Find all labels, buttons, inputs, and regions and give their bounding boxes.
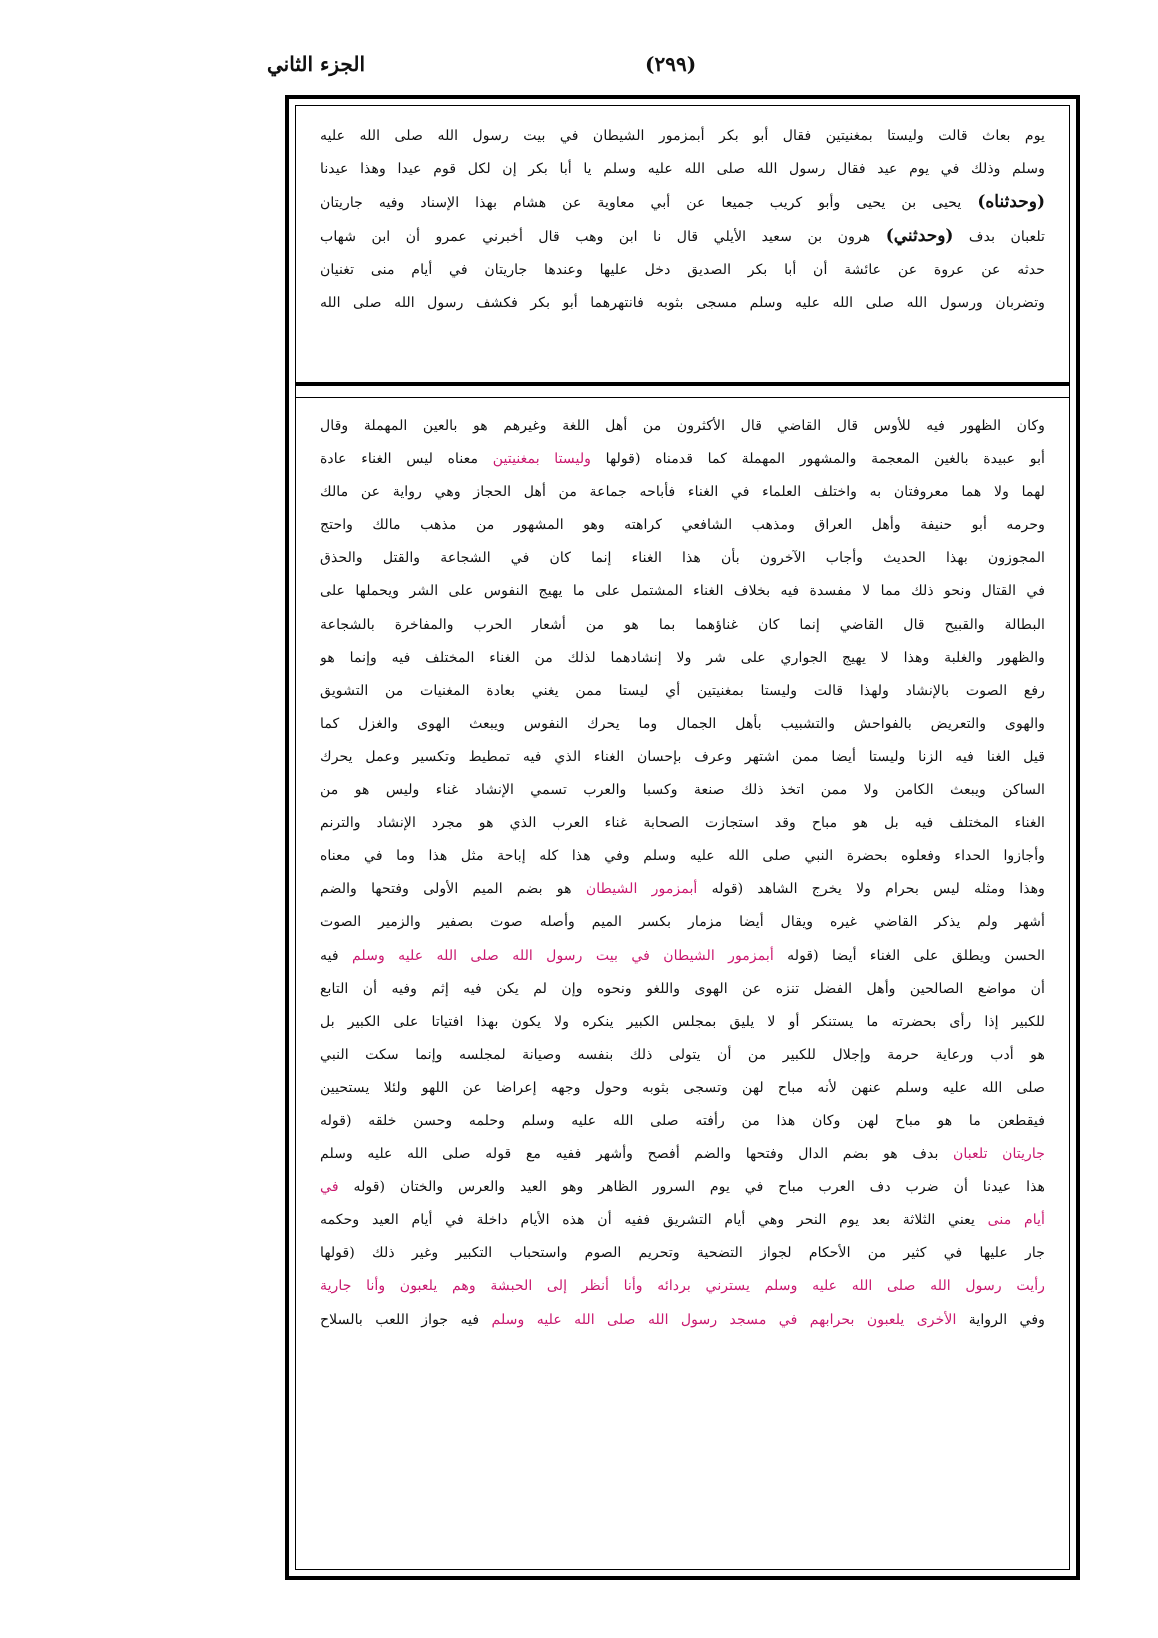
text-segment: هو بضم الميم الأولى وفتحها والضم [320,881,586,898]
part-label: الجزء الثاني [267,52,365,76]
text-segment: لهما ولا هما معروفتان به واختلف العلماء في الغناء فأباحه جماعة من أهل الحجاز وهي رواية عن مالك [320,484,1045,501]
text-segment: فيقطعن ما هو مباح لهن وكان هذا من رأفته صلى الله عليه وسلم وحلمه وحسن خلقه (قوله [320,1112,1045,1129]
commentary-line [320,410,1045,443]
highlighted-quote: أيام منى [987,1212,1045,1229]
text-segment: المجوزون بهذا الحديث وأجاب الآخرون بأن هذا الغناء إنما كان في الشجاعة والقتل والحذق [320,550,1045,567]
commentary-line [320,609,1045,642]
commentary-line [320,873,1045,906]
text-segment: يحيى بن يحيى وأبو كريب جميعا عن أبي معاوية عن هشام بهذا الإسناد وفيه جاريتان [320,195,978,212]
page-header [267,50,1085,90]
commentary-line [320,906,1045,939]
text-segment: فيه جواز اللعب بالسلاح [320,1311,492,1328]
hadith-line [320,186,1045,220]
text-segment: أبو عبيدة بالغين المعجمة والمشهور المهملة كما قدمناه (قولها [591,451,1045,468]
text-segment: للكبير إذا رأى بحضرته ما يستنكر أو لا يليق بمجلس الكبير ينكره ولا يكون بهذا افتياتا على الكبير بل [320,1013,1045,1030]
commentary-line [320,642,1045,675]
page-frame [285,95,1080,1580]
commentary-line [320,973,1045,1006]
hadith-line [320,287,1045,320]
highlighted-quote: أبمزمور الشيطان في بيت رسول الله صلى الله عليه وسلم [351,947,774,964]
text-segment: معناه ليس الغناء عادة [320,451,493,468]
commentary-line [320,476,1045,509]
text-segment: وأجازوا الحداء وفعلوه بحضرة النبي صلى الله عليه وسلم وفي هذا كله إباحة مثل هذا وما في معناه [320,848,1045,865]
hadith-line [320,254,1045,287]
commentary-line [320,840,1045,873]
commentary-line [320,575,1045,608]
highlighted-quote: وليستا بمغنيتين [492,451,592,468]
commentary-text-section [320,410,1045,1568]
commentary-line [320,940,1045,973]
text-segment: يوم بعاث قالت وليستا بمغنيتين فقال أبو بكر أبمزمور الشيطان في بيت رسول الله صلى الله عليه [320,128,1045,144]
commentary-line [320,509,1045,542]
text-segment: البطالة والقبيح قال القاضي إنما كان غناؤهما بما هو من أشعار الحرب والمفاخرة بالشجاعة [320,616,1045,633]
text-segment: صلى الله عليه وسلم عنهن لأنه مباح لهن وتسجى بثوبه وحول وجهه إعراضا عن اللهو ولئلا يستحيين [320,1079,1045,1096]
text-segment: الغناء المختلف فيه بل هو مباح وقد استجازت الصحابة غناء العرب الذي هو مجرد الإنشاد والترنم [320,815,1045,832]
text-segment: يعني الثلاثة بعد يوم النحر وهي أيام التشريق ففيه أن هذه الأيام داخلة في أيام العيد وحكمه [320,1212,988,1229]
highlighted-quote: في [320,1179,339,1196]
commentary-line [320,1105,1045,1138]
commentary-line [320,1304,1045,1337]
commentary-line [320,1138,1045,1171]
text-segment: بدف هو بضم الدال وفتحها والضم أفصح وأشهر ففيه مع قوله صلى الله عليه وسلم [320,1146,953,1163]
commentary-line [320,1204,1045,1237]
text-segment: وكان الظهور فيه للأوس قال القاضي قال الأكثرون من أهل اللغة وغيرهم هو بالعين المهملة وقال [320,418,1045,434]
commentary-line [320,1039,1045,1072]
text-segment: قيل الغنا فيه الزنا وليستا أيضا ممن اشتهر وعرف بإحسان الغناء الذي فيه تمطيط وتكسير وعمل يحرك [320,748,1045,765]
commentary-line [320,741,1045,774]
text-segment: والظهور والغلبة وهذا لا يهيج الجواري على شر ولا إنشادهما لذلك من الغناء المختلف فيه وإنما هو [320,649,1045,666]
bold-keyword: (وحدثني) [885,226,954,247]
text-segment: وتضربان ورسول الله صلى الله عليه وسلم مسجى بثوبه فانتهرهما أبو بكر فكشف رسول الله صلى الله [320,295,1045,312]
page-frame-inner [295,105,1070,1570]
text-segment: وهذا ومثله ليس بحرام ولا يخرج الشاهد (قوله [697,881,1045,898]
commentary-line [320,1006,1045,1039]
text-segment: أن مواضع الصالحين وأهل الفضل تنزه عن الهوى واللغو ونحوه وإن لم يكن فيه إثم وفيه أن التابع [320,980,1045,997]
commentary-line [320,542,1045,575]
text-segment: الساكن ويبعث الكامن ولا ممن اتخذ ذلك صنعة وكسبا والعرب تسمي الإنشاد غناء وليس هو من [320,782,1045,799]
hadith-text-section [320,120,1045,370]
commentary-line [320,1072,1045,1105]
commentary-line [320,443,1045,476]
text-segment: هو أدب ورعاية حرمة وإجلال للكبير من أن يتولى ذلك بنفسه وصيانة لمجلسه وإنما سكت النبي [320,1046,1045,1063]
commentary-line [320,1171,1045,1204]
text-segment: والهوى والتعريض بالفواحش والتشبيب بأهل الجمال وما يحرك النفوس ويبعث الهوى والغزل كما [320,715,1045,732]
hadith-line [320,120,1045,153]
text-segment: هذا عيدنا أن ضرب دف العرب مباح في يوم السرور الظاهر وهو العيد والعرس والختان (قوله [338,1179,1045,1196]
text-segment: في القتال ونحو ذلك مما لا مفسدة فيه بخلاف الغناء المشتمل على ما يهيج النفوس على الشر ويحملها على [320,583,1045,600]
text-segment: جار عليها في كثير من الأحكام لجواز التضحية وتحريم الصوم واستحباب التكبير وغير ذلك (قولها [320,1245,1045,1262]
highlighted-quote: جاريتان تلعبان [953,1146,1045,1163]
section-divider [296,382,1069,398]
text-segment: حدثه عن عروة عن عائشة أن أبا بكر الصديق دخل عليها وعندها جاريتان في أيام منى تغنيان [320,262,1045,279]
commentary-line [320,774,1045,807]
text-segment: وفي الرواية [956,1311,1045,1328]
commentary-line [320,807,1045,840]
text-segment: وحرمه أبو حنيفة وأهل العراق ومذهب الشافعي كراهته وهو المشهور من مذهب مالك واحتج [320,517,1045,534]
hadith-line [320,220,1045,254]
commentary-line [320,1237,1045,1270]
commentary-line [320,708,1045,741]
bold-keyword: (وحدثناه) [977,192,1045,213]
commentary-line [320,675,1045,708]
text-segment: هرون بن سعيد الأيلي قال نا ابن وهب قال أخبرني عمرو أن ابن شهاب [320,229,886,246]
text-segment: الحسن ويطلق على الغناء أيضا (قوله [773,947,1045,964]
page-number: (٢٩٩) [645,52,697,76]
commentary-line [320,1270,1045,1303]
text-segment: أشهر ولم يذكر القاضي غيره ويقال أيضا مزمار بكسر الميم وأصله صوت بصفير والزمير الصوت [320,914,1045,931]
text-segment: فيه [320,947,352,964]
hadith-line [320,153,1045,186]
text-segment: تلعبان بدف [953,229,1045,246]
text-segment: رفع الصوت بالإنشاد ولهذا قالت وليستا بمغنيتين أي ليستا ممن يغني بعادة المغنيات من التشويق [320,682,1045,699]
highlighted-quote: رأيت رسول الله صلى الله عليه وسلم يسترني بردائه وأنا أنظر إلى الحبشة وهم يلعبون وأنا جارية [320,1278,1045,1295]
highlighted-quote: الأخرى يلعبون بحرابهم في مسجد رسول الله صلى الله عليه وسلم [491,1311,957,1328]
text-segment: وسلم وذلك في يوم عيد فقال رسول الله صلى الله عليه وسلم يا أبا بكر إن لكل قوم عيدا وهذا عيدنا [320,161,1045,178]
highlighted-quote: أبمزمور الشيطان [585,881,698,898]
